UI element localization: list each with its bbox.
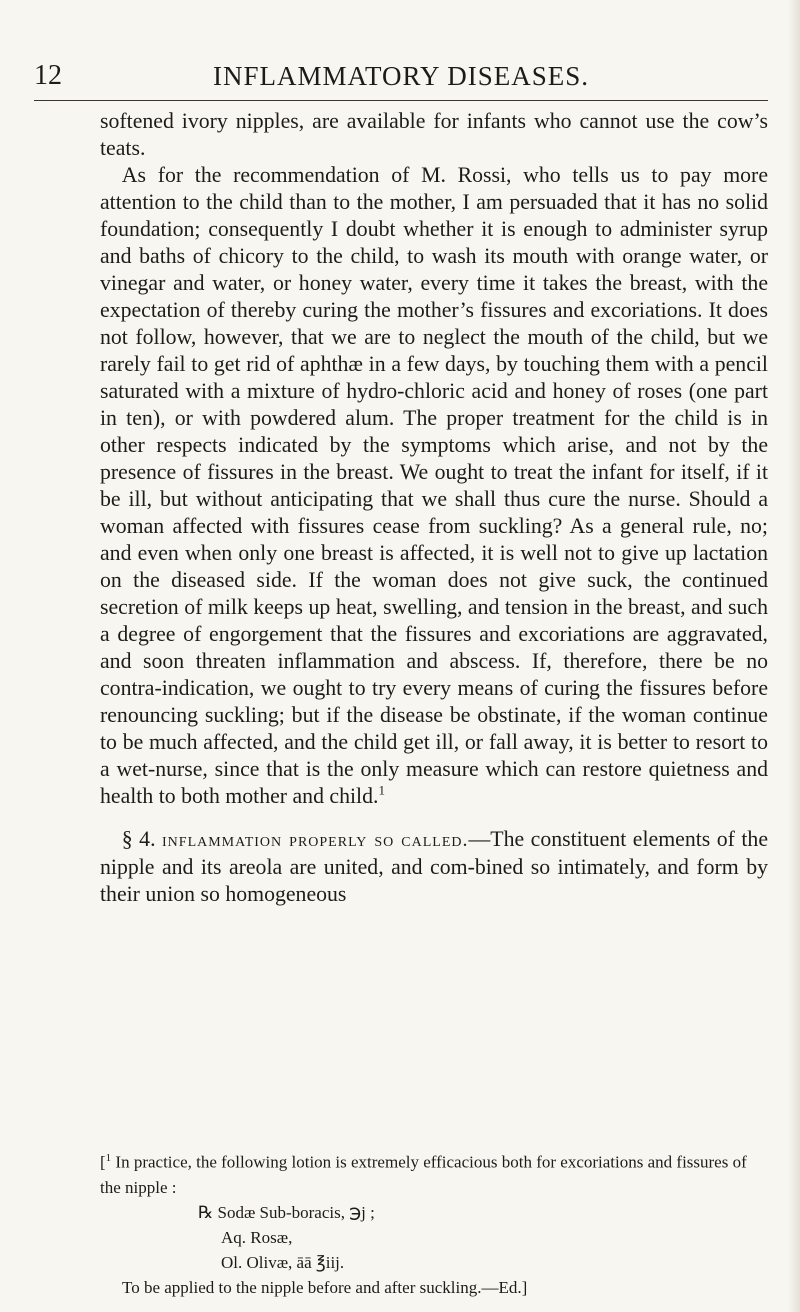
footnote-reference: 1 <box>378 782 385 798</box>
paragraph-rossi <box>100 162 768 810</box>
page-number: 12 <box>34 60 62 91</box>
prescription-line-3: Ol. Olivæ, āā ℥iij. <box>221 1252 345 1272</box>
paragraph-2-text: As for the recommendation of M. Rossi, who tells us to pay more attention to the child than to the mother, I am persuaded that it has no solid foundation; consequently I doubt whether it is enough to administer syrup and baths of chicory to the child, to wash its mouth with orange water, or vinegar and water, or honey water, every time it takes the breast, with the expectation of thereby curing the mother’s fissures and excoriations. It does not follow, however, that we are to neglect the mouth of the child, but we rarely fail to get rid of aphthæ in a few days, by touching them with a pencil saturated with a mixture of hydro-chloric acid and honey of roses (one part in ten), or with powdered alum. The proper treatment for the child is in other respects indicated by the symptoms which arise, and not by the presence of fissures in the breast. We ought to treat the infant for itself, if it be ill, but without anticipating that we shall thus cure the nurse. Should a woman affected with fissures cease from suckling? As a general rule, no; and even when only one breast is affected, it is well not to give up lactation on the diseased side. If the woman does not give suck, the continued secretion of milk keeps up heat, swelling, and tension in the breast, and such a degree of engorgement that the fissures and excoriations are aggravated, and soon threaten inflammation and abscess. If, therefore, there be no contra-indication, we ought to try every means of curing the fissures before renouncing suckling; but if the disease be obstinate, if the woman continue to be much affected, and the child get ill, or fall away, it is better to resort to a wet-nurse, since that is the only measure which can restore quietness and health to both mother and child. <box>100 163 768 808</box>
footnote <box>100 1146 768 1300</box>
section-text: —The constituent elements of the nipple and its areola are united, and com-bined so intimately, and form by their union so homogeneous <box>100 827 768 906</box>
footnote-marker: 1 <box>105 1152 112 1164</box>
section-title: inflammation properly so called. <box>162 829 469 851</box>
prescription-line-1: ℞ Sodæ Sub-boracis, ℈j ; <box>198 1202 375 1222</box>
page-header <box>34 60 768 101</box>
prescription-line-2: Aq. Rosæ, <box>221 1227 293 1247</box>
section-number: § 4. <box>121 827 156 851</box>
footnote-open-bracket: [ <box>100 1152 106 1172</box>
footnote-intro <box>100 1146 768 1200</box>
running-head: INFLAMMATORY DISEASES. <box>212 61 590 91</box>
prescription <box>198 1200 768 1275</box>
main-text <box>100 108 768 908</box>
page-edge-shadow <box>788 0 800 1312</box>
footnote-closing: To be applied to the nipple before and after suckling.—Ed.] <box>122 1277 528 1297</box>
paragraph-continuation <box>100 108 768 162</box>
section-4-paragraph <box>100 826 768 908</box>
paragraph-1-text: softened ivory nipples, are available for infants who cannot use the cow’s teats. <box>100 109 768 160</box>
footnote-intro-text: In practice, the following lotion is extremely efficacious both for excoriations and fissures of the nipple : <box>100 1152 747 1197</box>
